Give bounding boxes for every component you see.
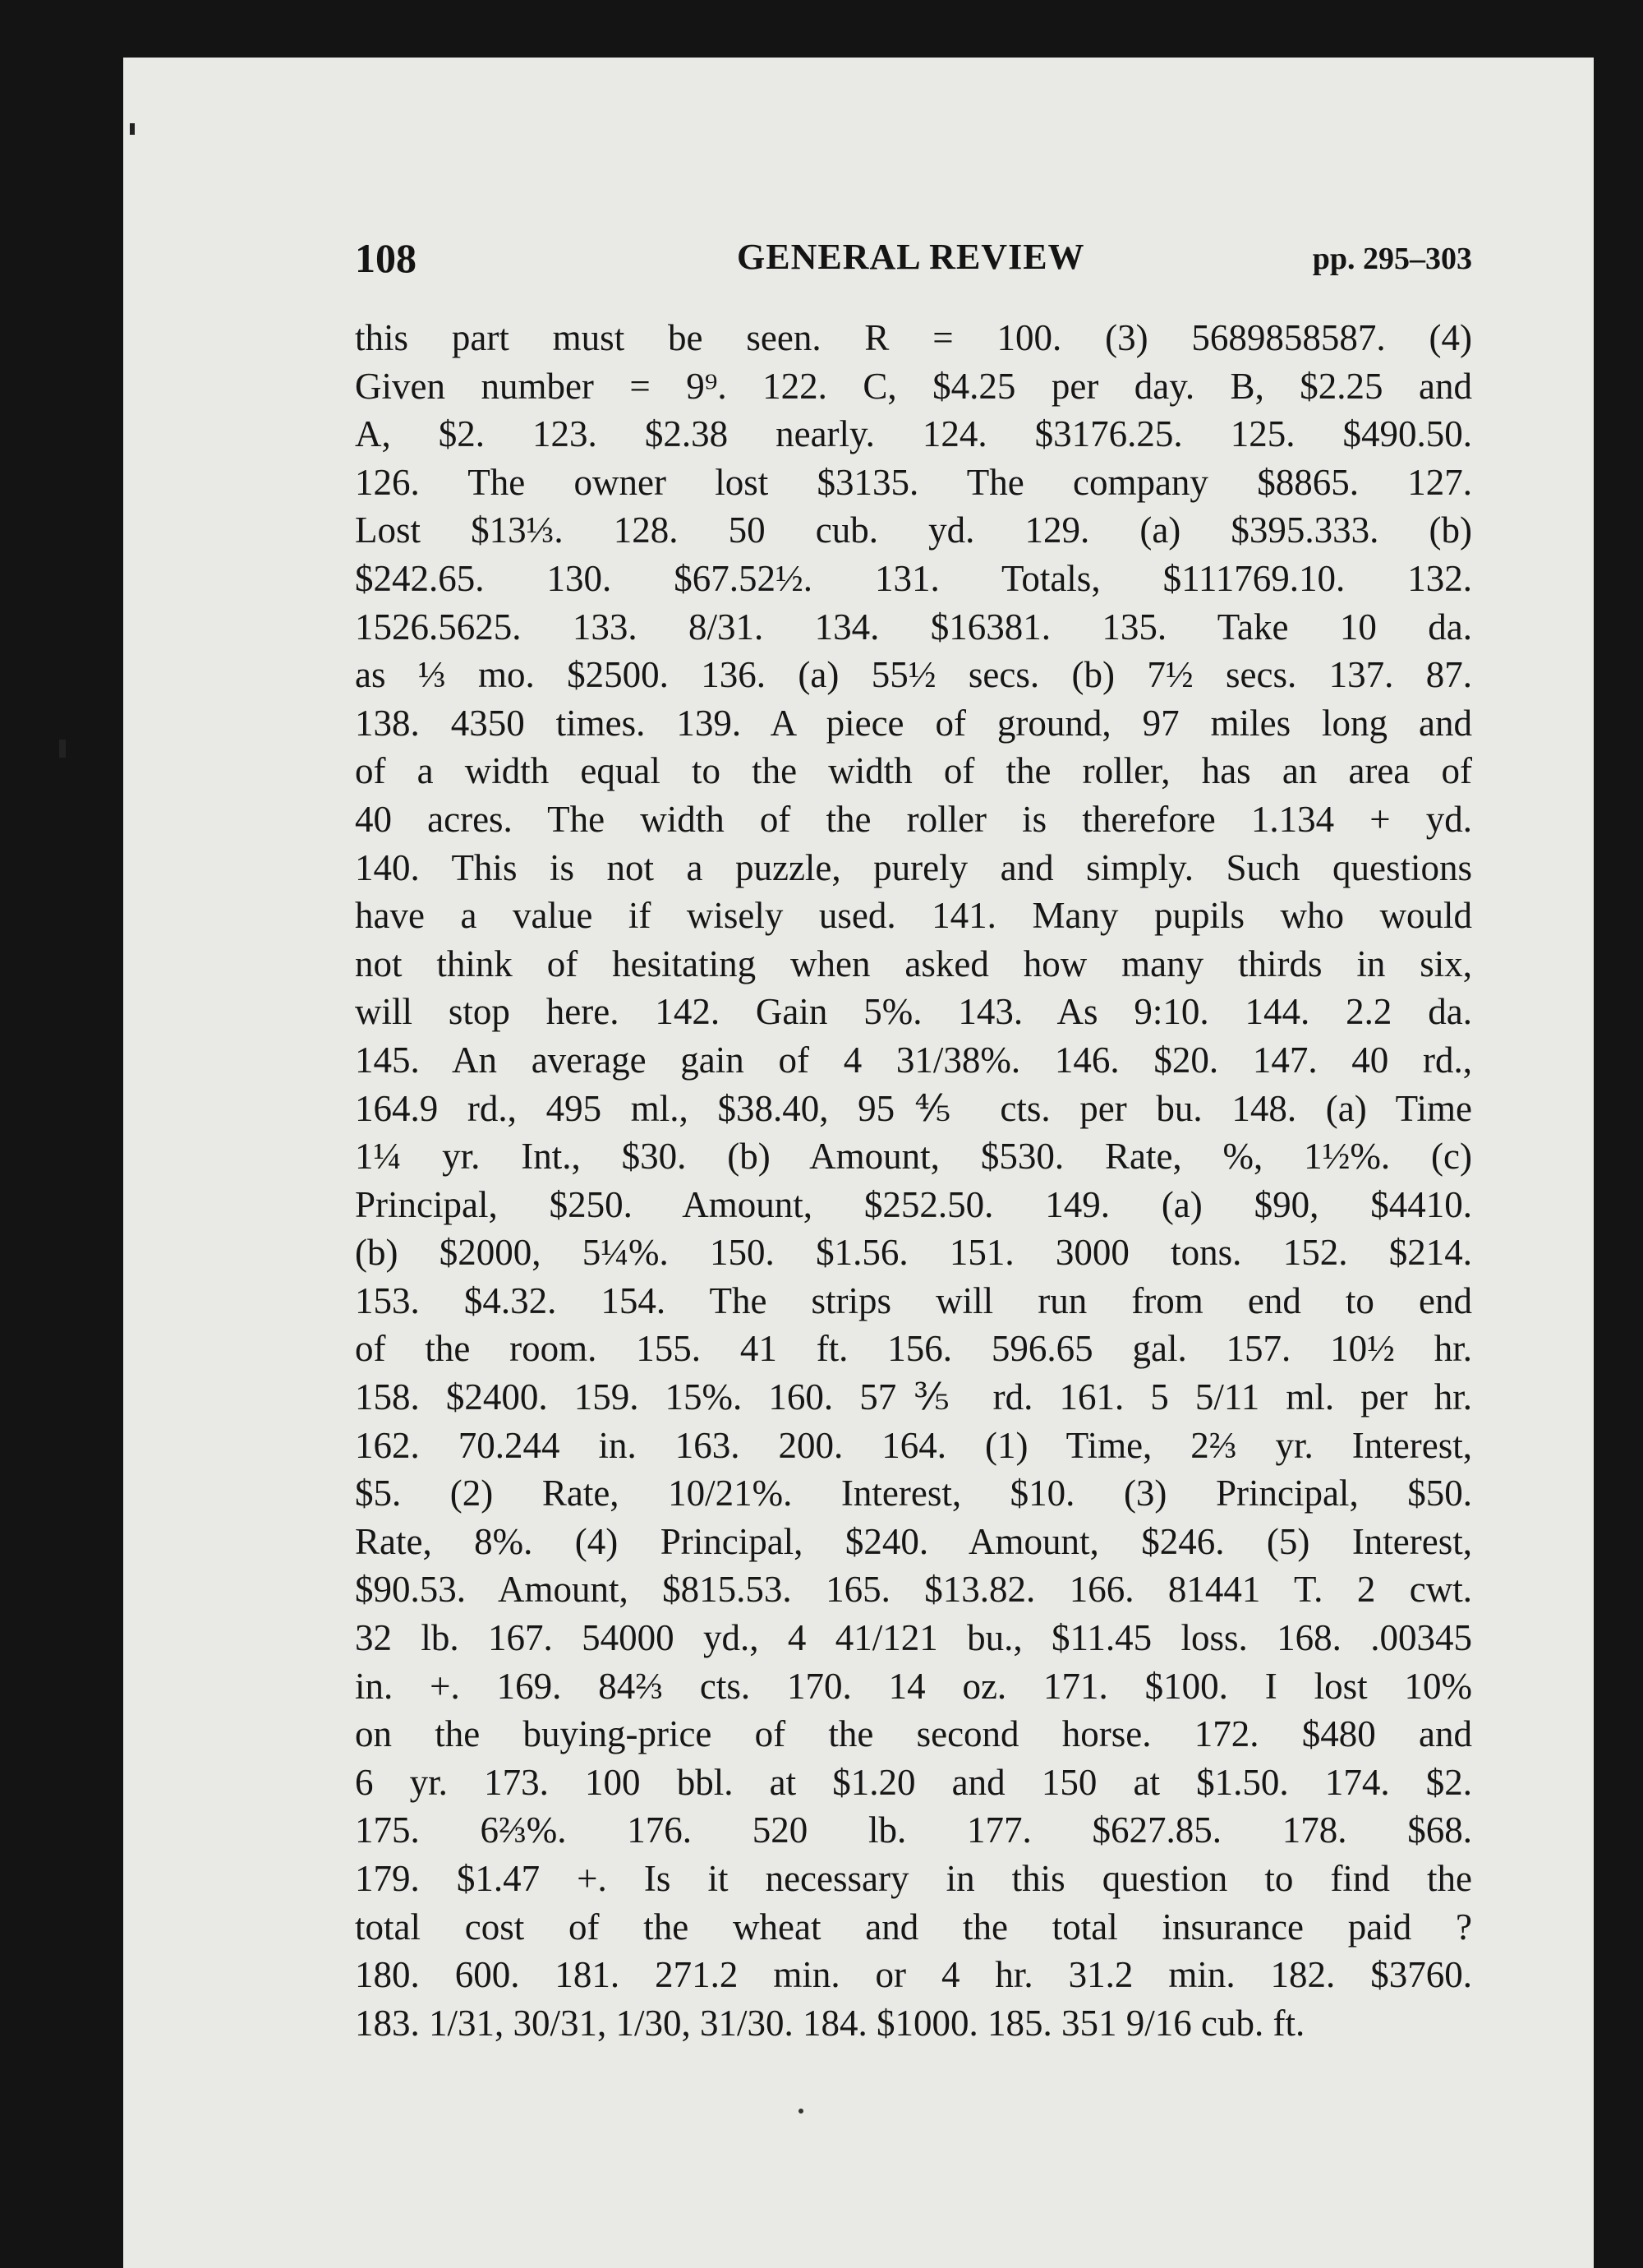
text-line: Lost $13⅓. 128. 50 cub. yd. 129. (a) $395.333. (b): [355, 509, 1472, 551]
text-line: 153. $4.32. 154. The strips will run from end to end: [355, 1279, 1472, 1321]
text-line: 164.9 rd., 495 ml., $38.40, 95⅘ cts. per bu. 148. (a) Time: [355, 1087, 1472, 1129]
page-range: pp. 295–303: [1312, 242, 1472, 276]
text-line: 158. $2400. 159. 15%. 160. 57⅗ rd. 161. 5 5/11 ml. per hr.: [355, 1376, 1472, 1418]
text-line: Rate, 8%. (4) Principal, $240. Amount, $246. (5) Interest,: [355, 1520, 1472, 1562]
margin-mark: [59, 740, 66, 758]
text-line: have a value if wisely used. 141. Many pupils who would: [355, 895, 1472, 937]
answer-text-block: [355, 314, 1472, 2047]
text-line: 32 lb. 167. 54000 yd., 4 41/121 bu., $11.45 loss. 168. .00345: [355, 1617, 1472, 1659]
text-line: in. +. 169. 84⅔ cts. 170. 14 oz. 171. $100. I lost 10%: [355, 1665, 1472, 1707]
text-line: 6 yr. 173. 100 bbl. at $1.20 and 150 at $1.50. 174. $2.: [355, 1761, 1472, 1803]
text-line: 175. 6⅔%. 176. 520 lb. 177. $627.85. 178. $68.: [355, 1809, 1472, 1851]
text-line: this part must be seen. R = 100. (3) 5689858587. (4): [355, 317, 1472, 358]
text-line: 1526.5625. 133. 8/31. 134. $16381. 135. Take 10 da.: [355, 606, 1472, 648]
text-line: 1¼ yr. Int., $30. (b) Amount, $530. Rate, %, 1½%. (c): [355, 1136, 1472, 1178]
text-line: will stop here. 142. Gain 5%. 143. As 9:10. 144. 2.2 da.: [355, 991, 1472, 1033]
text-line: 180. 600. 181. 271.2 min. or 4 hr. 31.2 min. 182. $3760.: [355, 1954, 1472, 1996]
text-line: of a width equal to the width of the roller, has an area of: [355, 750, 1472, 792]
text-line: 162. 70.244 in. 163. 200. 164. (1) Time, 2⅔ yr. Interest,: [355, 1424, 1472, 1466]
text-line: 138. 4350 times. 139. A piece of ground, 97 miles long and: [355, 702, 1472, 744]
text-line: $242.65. 130. $67.52½. 131. Totals, $111769.10. 132.: [355, 557, 1472, 599]
text-line: total cost of the wheat and the total insurance paid ?: [355, 1906, 1472, 1948]
running-head: GENERAL REVIEW: [737, 237, 1085, 277]
text-line: 40 acres. The width of the roller is therefore 1.134 + yd.: [355, 798, 1472, 840]
text-line: Principal, $250. Amount, $252.50. 149. (a) $90, $4410.: [355, 1183, 1472, 1225]
page-number: 108: [355, 235, 417, 281]
text-line: 126. The owner lost $3135. The company $8865. 127.: [355, 461, 1472, 503]
margin-mark: [130, 123, 135, 135]
text-line: A, $2. 123. $2.38 nearly. 124. $3176.25. 125. $490.50.: [355, 413, 1472, 455]
text-line: 183. 1/31, 30/31, 1/30, 31/30. 184. $1000. 185. 351 9/16 cub. ft.: [355, 2002, 1305, 2044]
text-line: (b) $2000, 5¼%. 150. $1.56. 151. 3000 tons. 152. $214.: [355, 1232, 1472, 1274]
text-line: on the buying-price of the second horse. 172. $480 and: [355, 1713, 1472, 1755]
text-line: of the room. 155. 41 ft. 156. 596.65 gal. 157. 10½ hr.: [355, 1328, 1472, 1370]
text-line: Given number = 9⁹. 122. C, $4.25 per day. B, $2.25 and: [355, 365, 1472, 407]
page-header: [355, 234, 1472, 292]
text-line: 179. $1.47 +. Is it necessary in this question to find the: [355, 1858, 1472, 1899]
text-line: as ⅓ mo. $2500. 136. (a) 55½ secs. (b) 7½ secs. 137. 87.: [355, 654, 1472, 696]
text-line: $5. (2) Rate, 10/21%. Interest, $10. (3) Principal, $50.: [355, 1473, 1472, 1514]
text-line: 140. This is not a puzzle, purely and simply. Such questions: [355, 846, 1472, 888]
text-line: $90.53. Amount, $815.53. 165. $13.82. 166. 81441 T. 2 cwt.: [355, 1569, 1472, 1611]
text-line: 145. An average gain of 4 31/38%. 146. $20. 147. 40 rd.,: [355, 1039, 1472, 1081]
ink-dot: [798, 2109, 803, 2114]
text-line: not think of hesitating when asked how many thirds in six,: [355, 943, 1472, 984]
